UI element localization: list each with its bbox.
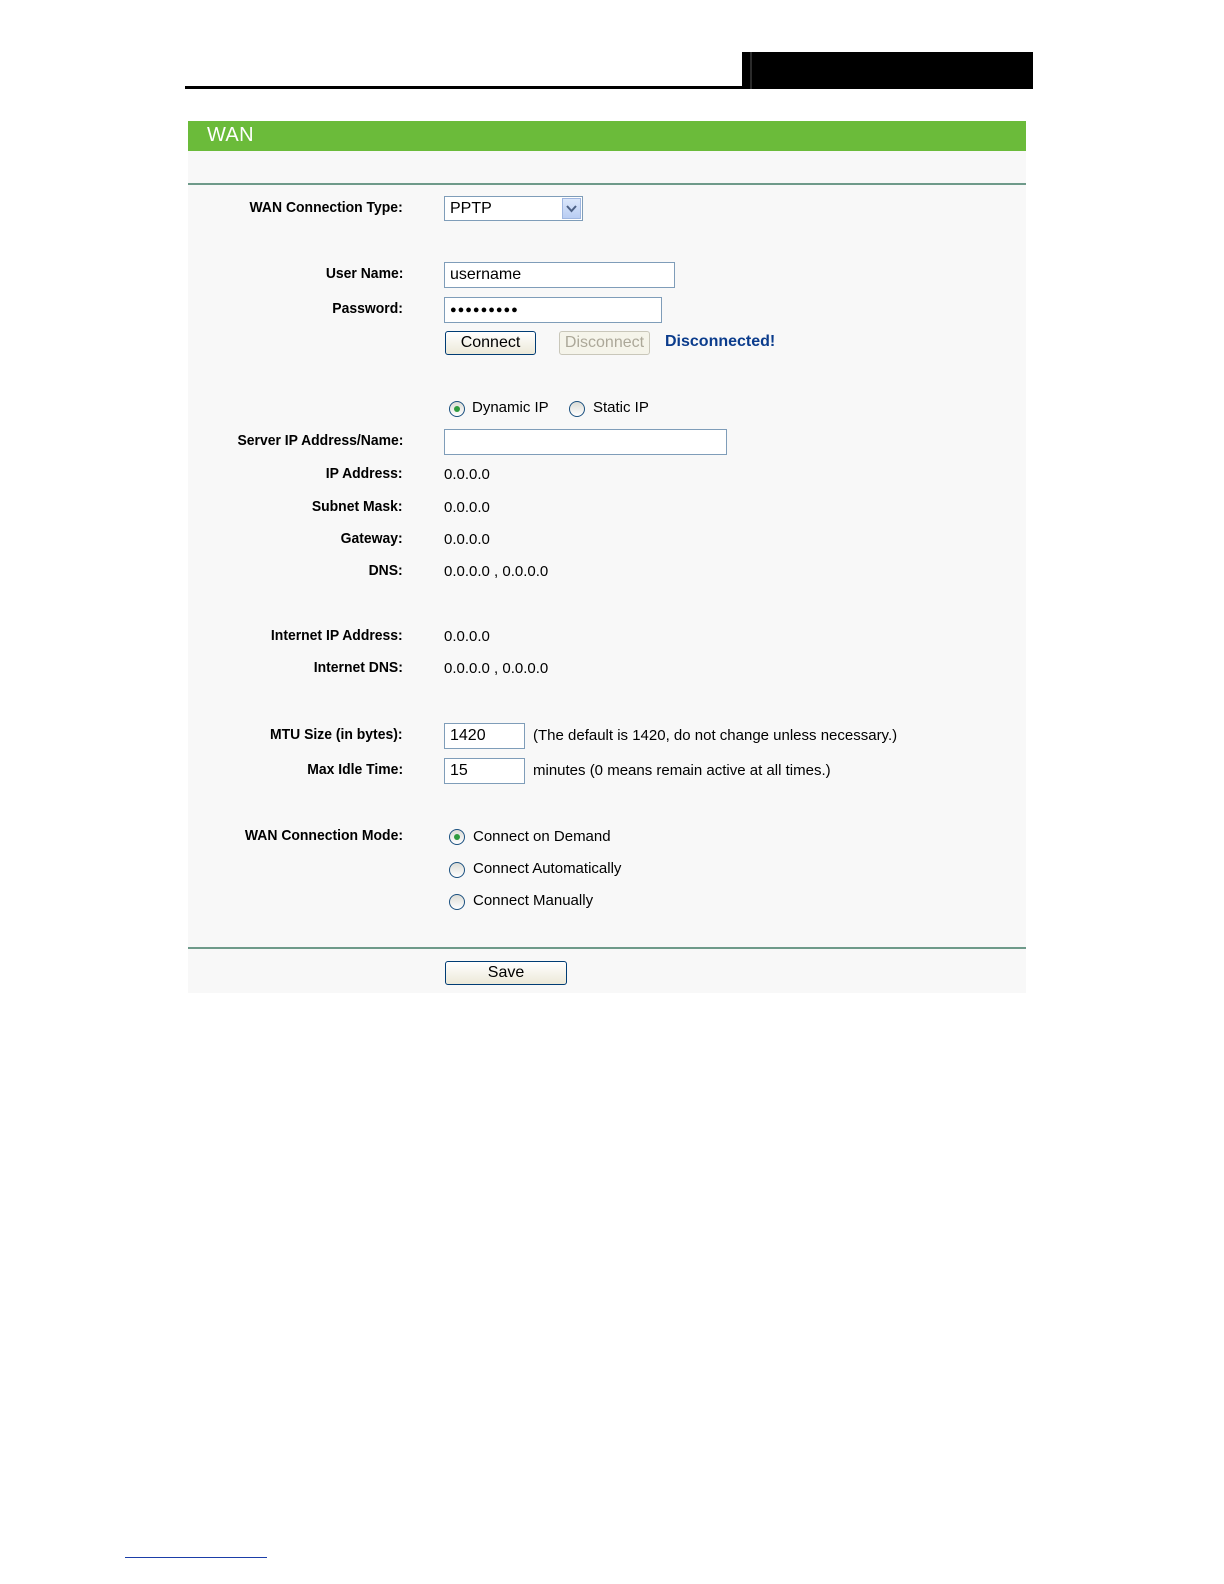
dns-value: 0.0.0.0 , 0.0.0.0 (444, 563, 549, 580)
max-idle-input[interactable]: 15 (444, 758, 525, 784)
connect-manually-label: Connect Manually (473, 892, 594, 909)
connect-on-demand-radio[interactable] (449, 829, 465, 845)
chevron-down-icon[interactable] (562, 198, 581, 219)
dns-label: DNS: (368, 562, 403, 579)
wan-type-select[interactable] (444, 196, 583, 221)
dynamic-ip-radio[interactable] (449, 401, 465, 417)
ip-address-label: IP Address: (326, 465, 403, 482)
wan-settings-panel (188, 121, 1026, 993)
static-ip-radio[interactable] (569, 401, 585, 417)
panel-title: WAN (207, 124, 254, 146)
gateway-label: Gateway: (340, 530, 403, 547)
disconnect-button[interactable]: Disconnect (559, 331, 650, 355)
static-ip-label: Static IP (593, 399, 649, 416)
internet-dns-value: 0.0.0.0 , 0.0.0.0 (444, 660, 549, 677)
max-idle-label: Max Idle Time: (307, 761, 403, 778)
bottom-divider (188, 947, 1026, 949)
password-label: Password: (332, 300, 403, 317)
dynamic-ip-label: Dynamic IP (472, 399, 549, 416)
connect-on-demand-label: Connect on Demand (473, 828, 611, 845)
document-header-block (742, 52, 1033, 89)
mtu-label: MTU Size (in bytes): (270, 726, 403, 743)
internet-ip-label: Internet IP Address: (271, 627, 403, 644)
connect-automatically-radio[interactable] (449, 862, 465, 878)
server-ip-label: Server IP Address/Name: (237, 432, 403, 449)
ip-address-value: 0.0.0.0 (444, 466, 490, 483)
server-ip-input[interactable] (444, 429, 727, 455)
connect-button[interactable]: Connect (445, 331, 536, 355)
connection-status: Disconnected! (665, 333, 776, 350)
connect-manually-radio[interactable] (449, 894, 465, 910)
mtu-hint: (The default is 1420, do not change unless necessary.) (533, 727, 898, 744)
wan-mode-label: WAN Connection Mode: (244, 827, 403, 844)
subnet-mask-value: 0.0.0.0 (444, 499, 490, 516)
subnet-mask-label: Subnet Mask: (312, 498, 403, 515)
mtu-input[interactable]: 1420 (444, 723, 525, 749)
gateway-value: 0.0.0.0 (444, 531, 490, 548)
footnote-rule (125, 1557, 267, 1558)
top-divider (188, 183, 1026, 185)
save-button[interactable]: Save (445, 961, 567, 985)
wan-type-label: WAN Connection Type: (249, 199, 403, 216)
max-idle-hint: minutes (0 means remain active at all times.) (533, 762, 831, 779)
internet-dns-label: Internet DNS: (313, 659, 403, 676)
wan-type-selected: PPTP (450, 200, 492, 217)
user-name-input[interactable]: username (444, 262, 675, 288)
panel-header (188, 121, 1026, 151)
connect-automatically-label: Connect Automatically (473, 860, 622, 877)
internet-ip-value: 0.0.0.0 (444, 628, 490, 645)
user-name-label: User Name: (325, 265, 403, 282)
password-input[interactable]: ●●●●●●●●● (444, 297, 662, 323)
